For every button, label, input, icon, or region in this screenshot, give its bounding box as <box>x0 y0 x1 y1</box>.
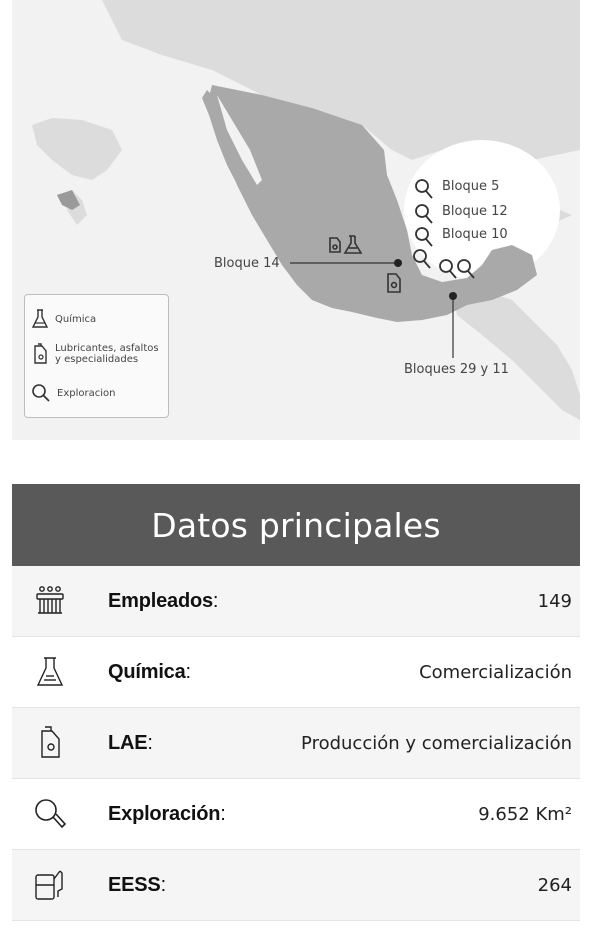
label-bloque-5: Bloque 5 <box>442 179 500 194</box>
row-value-lae: Producción y comercialización <box>301 732 572 754</box>
row-value-empleados: 149 <box>537 590 572 612</box>
map-legend <box>24 294 169 418</box>
row-label-eess: EESS: <box>108 873 167 896</box>
row-eess <box>12 850 580 921</box>
label-bloques-29-11: Bloques 29 y 11 <box>404 362 509 377</box>
legend-item-lubricantes <box>31 343 159 365</box>
lubricant-bottle-icon <box>32 725 68 761</box>
employees-icon <box>32 583 68 619</box>
row-lae <box>12 708 580 779</box>
magnifier-icon <box>32 796 68 832</box>
row-label-exploracion: Exploración: <box>108 802 226 825</box>
lubricant-bottle-icon <box>31 343 49 365</box>
label-bloque-10: Bloque 10 <box>442 227 508 242</box>
fuel-pump-icon <box>32 867 68 903</box>
panel-title: Datos principales <box>151 505 441 545</box>
label-bloque-12: Bloque 12 <box>442 204 508 219</box>
legend-item-quimica <box>31 309 96 329</box>
row-quimica <box>12 637 580 708</box>
magnifier-icon <box>31 383 51 403</box>
row-exploracion <box>12 779 580 850</box>
row-value-eess: 264 <box>537 874 572 896</box>
flask-icon <box>31 309 49 329</box>
label-bloque-14: Bloque 14 <box>214 256 280 271</box>
map-area <box>12 0 580 440</box>
legend-label-lubricantes-line2: y especialidades <box>55 354 139 365</box>
panel-header <box>12 484 580 566</box>
datos-principales-panel <box>12 484 580 921</box>
row-value-exploracion: 9.652 Km² <box>478 803 572 825</box>
row-value-quimica: Comercialización <box>419 661 572 683</box>
row-label-empleados: Empleados: <box>108 589 219 612</box>
legend-label-lubricantes-line1: Lubricantes, asfaltos <box>55 343 159 354</box>
row-empleados <box>12 566 580 637</box>
legend-item-exploracion <box>31 383 115 403</box>
row-label-lae: LAE: <box>108 731 153 754</box>
row-label-quimica: Química: <box>108 660 192 683</box>
flask-icon <box>32 654 68 690</box>
legend-label-lubricantes <box>55 343 159 365</box>
legend-label-quimica: Química <box>55 313 97 325</box>
legend-label-exploracion: Exploracion <box>57 387 116 399</box>
